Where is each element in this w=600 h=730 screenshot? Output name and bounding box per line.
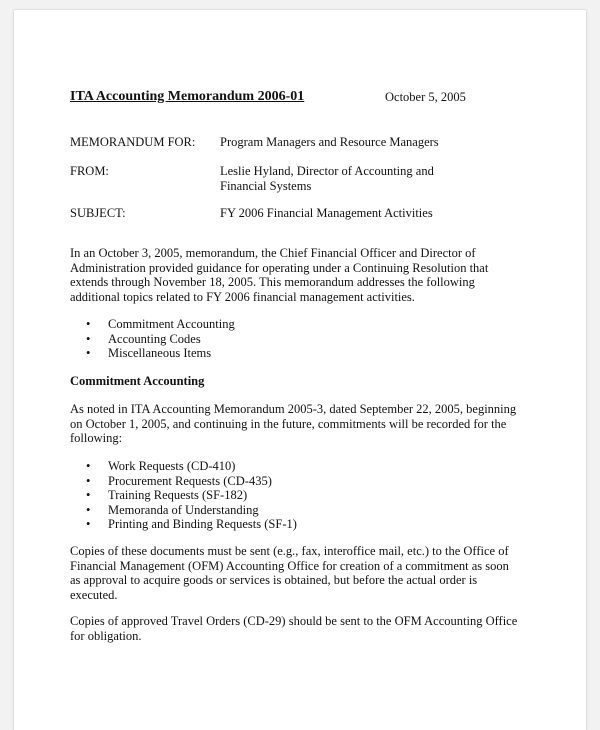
list-item [70,459,297,474]
intro-paragraph: In an October 3, 2005, memorandum, the Chief Financial Officer and Director of Administration provided guidance for operating under a Continuing Resolution that extends through November 18, 2005. This memorandum addresses the following additional topics related to FY 2006 financial management activities. [70,246,489,304]
memo-header [70,90,530,110]
bullet-icon: • [86,317,91,331]
memo-date: October 5, 2005 [385,90,466,104]
list-item-label: Procurement Requests (CD-435) [108,473,272,488]
section-heading: Commitment Accounting [70,374,205,388]
bullet-icon: • [86,517,91,532]
field-label: FROM: [70,164,109,178]
list-item-label: Accounting Codes [108,331,201,346]
bullet-icon: • [86,473,91,488]
list-item-label: Memoranda of Understanding [108,502,259,517]
bullet-icon: • [86,459,91,473]
memo-title: ITA Accounting Memorandum 2006-01 [70,89,305,104]
field-label: MEMORANDUM FOR: [70,135,196,149]
bullet-icon: • [86,346,91,361]
list-item [70,346,235,361]
list-item-label: Commitment Accounting [108,317,235,331]
list-item-label: Work Requests (CD-410) [108,459,236,473]
travel-paragraph: Copies of approved Travel Orders (CD-29) should be sent to the OFM Accounting Office for obligation. [70,614,518,643]
section-paragraph: As noted in ITA Accounting Memorandum 2005-3, dated September 22, 2005, beginning on October 1, 2005, and continuing in the future, commitments will be recorded for the following: [70,402,517,446]
topics-list [70,317,235,361]
bullet-icon: • [86,488,91,503]
list-item-label: Miscellaneous Items [108,346,212,361]
field-value: Program Managers and Resource Managers [220,135,439,149]
list-item [70,332,235,347]
list-item [70,317,235,332]
commitments-list [70,459,297,532]
field-label: SUBJECT: [70,206,126,220]
list-item [70,474,297,489]
list-item [70,488,297,503]
list-item [70,503,297,518]
list-item [70,517,297,532]
field-value: Leslie Hyland, Director of Accounting and Financial Systems [220,164,434,193]
field-value: FY 2006 Financial Management Activities [220,206,433,220]
bullet-icon: • [86,502,91,517]
document-page [14,10,586,730]
copies-paragraph: Copies of these documents must be sent (e.g., fax, interoffice mail, etc.) to the Office of Financial Management (OFM) Accounting Office for creation of a commitment as soon as approval to acquire goods or services is obtained, but before the actual order is executed. [70,544,509,602]
list-item-label: Printing and Binding Requests (SF-1) [108,517,297,532]
bullet-icon: • [86,331,91,346]
list-item-label: Training Requests (SF-182) [108,488,248,503]
